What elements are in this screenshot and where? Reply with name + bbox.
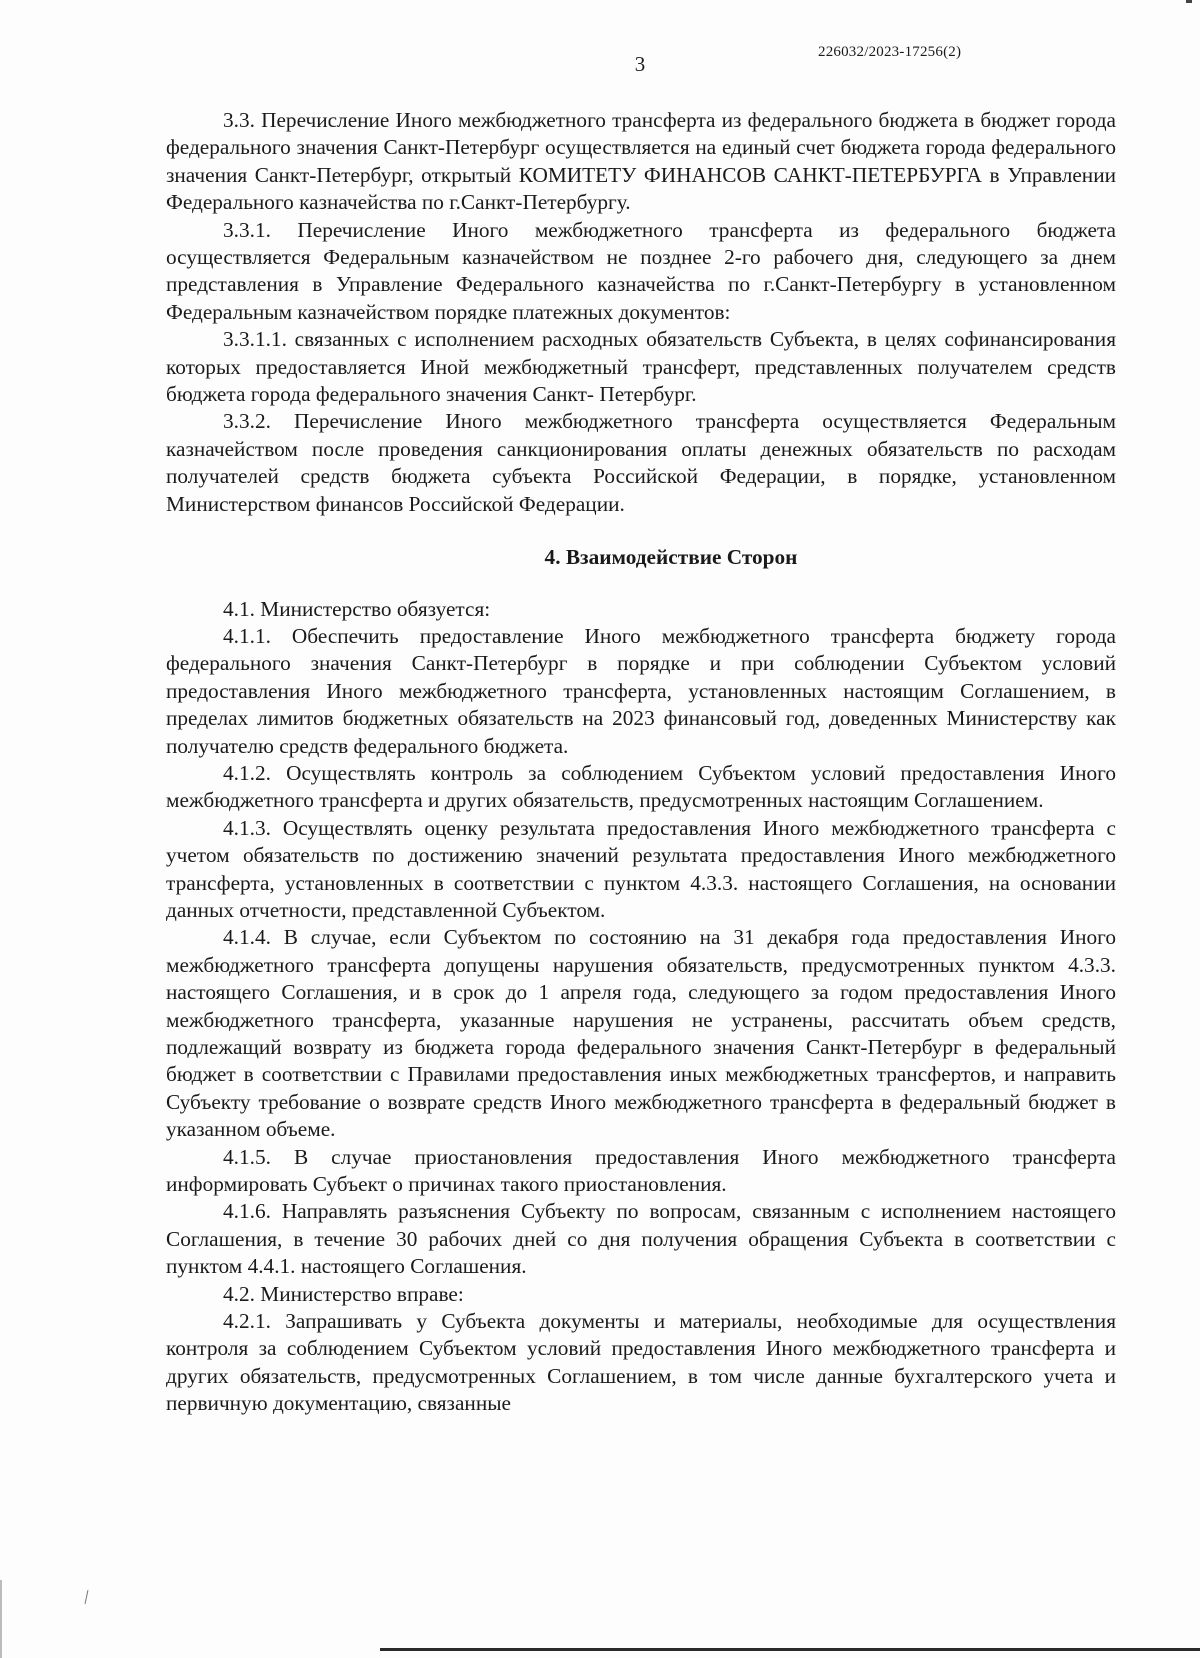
document-body bbox=[166, 107, 1116, 1418]
scan-border-line bbox=[380, 1648, 1200, 1651]
paragraph-4-2: 4.2. Министерство вправе: bbox=[223, 1281, 464, 1306]
paragraph-3-3: 3.3. Перечисление Иного межбюджетного трансферта из федерального бюджета в бюджет города федерального значения Санкт-Петербург осуществляется на единый счет бюджета города федерального значения Санкт-Петербург, открытый КОМИТЕТУ ФИНАНСОВ САНКТ-ПЕТЕРБУРГА в Управлении Федерального казначейства по г.Санкт-Петербургу. bbox=[166, 108, 1116, 215]
paragraph-3-3-1: 3.3.1. Перечисление Иного межбюджетного трансферта из федерального бюджета осуществляется Федеральным казначейством не позднее 2-го рабочего дня, следующего за днем представления в Управление Федерального казначейства по г.Санкт-Петербургу в установленном Федеральным казначейством порядке платежных документов: bbox=[166, 217, 1116, 324]
paragraph-3-3-2: 3.3.2. Перечисление Иного межбюджетного трансферта осуществляется Федеральным казначейством после проведения санкционирования оплаты денежных обязательств по расходам получателей средств бюджета субъекта Российской Федерации, в порядке, установленном Министерством финансов Российской Федерации. bbox=[166, 409, 1116, 516]
scan-artifact bbox=[1186, 0, 1192, 3]
paragraph-4-1-4: 4.1.4. В случае, если Субъектом по состоянию на 31 декабря года предоставления Иного межбюджетного трансферта допущены нарушения обязательств, предусмотренных пунктом 4.3.3. настоящего Соглашения, и в срок до 1 апреля года, следующего за годом предоставления Иного межбюджетного трансферта, указанные нарушения не устранены, рассчитать объем средств, подлежащий возврату из бюджета города федерального значения Санкт-Петербург в федеральный бюджет в соответствии с Правилами предоставления иных межбюджетных трансфертов, и направить Субъекту требование о возврате средств Иного межбюджетного трансферта в федеральный бюджет в указанном объеме. bbox=[166, 925, 1116, 1142]
scan-edge bbox=[0, 1580, 2, 1658]
section-heading: 4. Взаимодействие Сторон bbox=[544, 545, 798, 570]
paragraph-4-1: 4.1. Министерство обязуется: bbox=[223, 596, 491, 621]
paragraph-3-3-1-1: 3.3.1.1. связанных с исполнением расходных обязательств Субъекта, в целях софинансирования которых предоставляется Иной межбюджетный трансферт, представленных получателем средств бюджета города федерального значения Санкт- Петербург. bbox=[166, 327, 1116, 407]
paragraph-4-1-5: 4.1.5. В случае приостановления предоставления Иного межбюджетного трансферта информировать Субъект о причинах такого приостановления. bbox=[166, 1144, 1116, 1197]
page-number: 3 bbox=[634, 52, 646, 76]
paragraph-4-1-2: 4.1.2. Осуществлять контроль за соблюдением Субъектом условий предоставления Иного межбюджетного трансферта и других обязательств, предусмотренных настоящим Соглашением. bbox=[166, 760, 1116, 813]
paragraph-4-1-1: 4.1.1. Обеспечить предоставление Иного межбюджетного трансферта бюджету города федерального значения Санкт-Петербург в порядке и при соблюдении Субъектом условий предоставления Иного межбюджетного трансферта, установленных настоящим Соглашением, в пределах лимитов бюджетных обязательств на 2023 финансовый год, доведенных Министерству как получателю средств федерального бюджета. bbox=[166, 623, 1116, 758]
scan-mark bbox=[85, 1590, 89, 1604]
paragraph-4-1-6: 4.1.6. Направлять разъяснения Субъекту по вопросам, связанным с исполнением настоящего Соглашения, в течение 30 рабочих дней со дня получения обращения Субъекта в соответствии с пунктом 4.4.1. настоящего Соглашения. bbox=[166, 1199, 1116, 1279]
paragraph-4-1-3: 4.1.3. Осуществлять оценку результата предоставления Иного межбюджетного трансферта с учетом обязательств по достижению значений результата предоставления Иного межбюджетного трансферта, установленных в соответствии с пунктом 4.3.3. настоящего Соглашения, на основании данных отчетности, представленной Субъектом. bbox=[166, 815, 1116, 922]
paragraph-4-2-1: 4.2.1. Запрашивать у Субъекта документы и материалы, необходимые для осуществления контроля за соблюдением Субъектом условий предоставления Иного межбюджетного трансферта и других обязательств, предусмотренных Соглашением, в том числе данные бухгалтерского учета и первичную документацию, связанные bbox=[166, 1309, 1116, 1416]
document-id: 226032/2023-17256(2) bbox=[818, 44, 962, 60]
